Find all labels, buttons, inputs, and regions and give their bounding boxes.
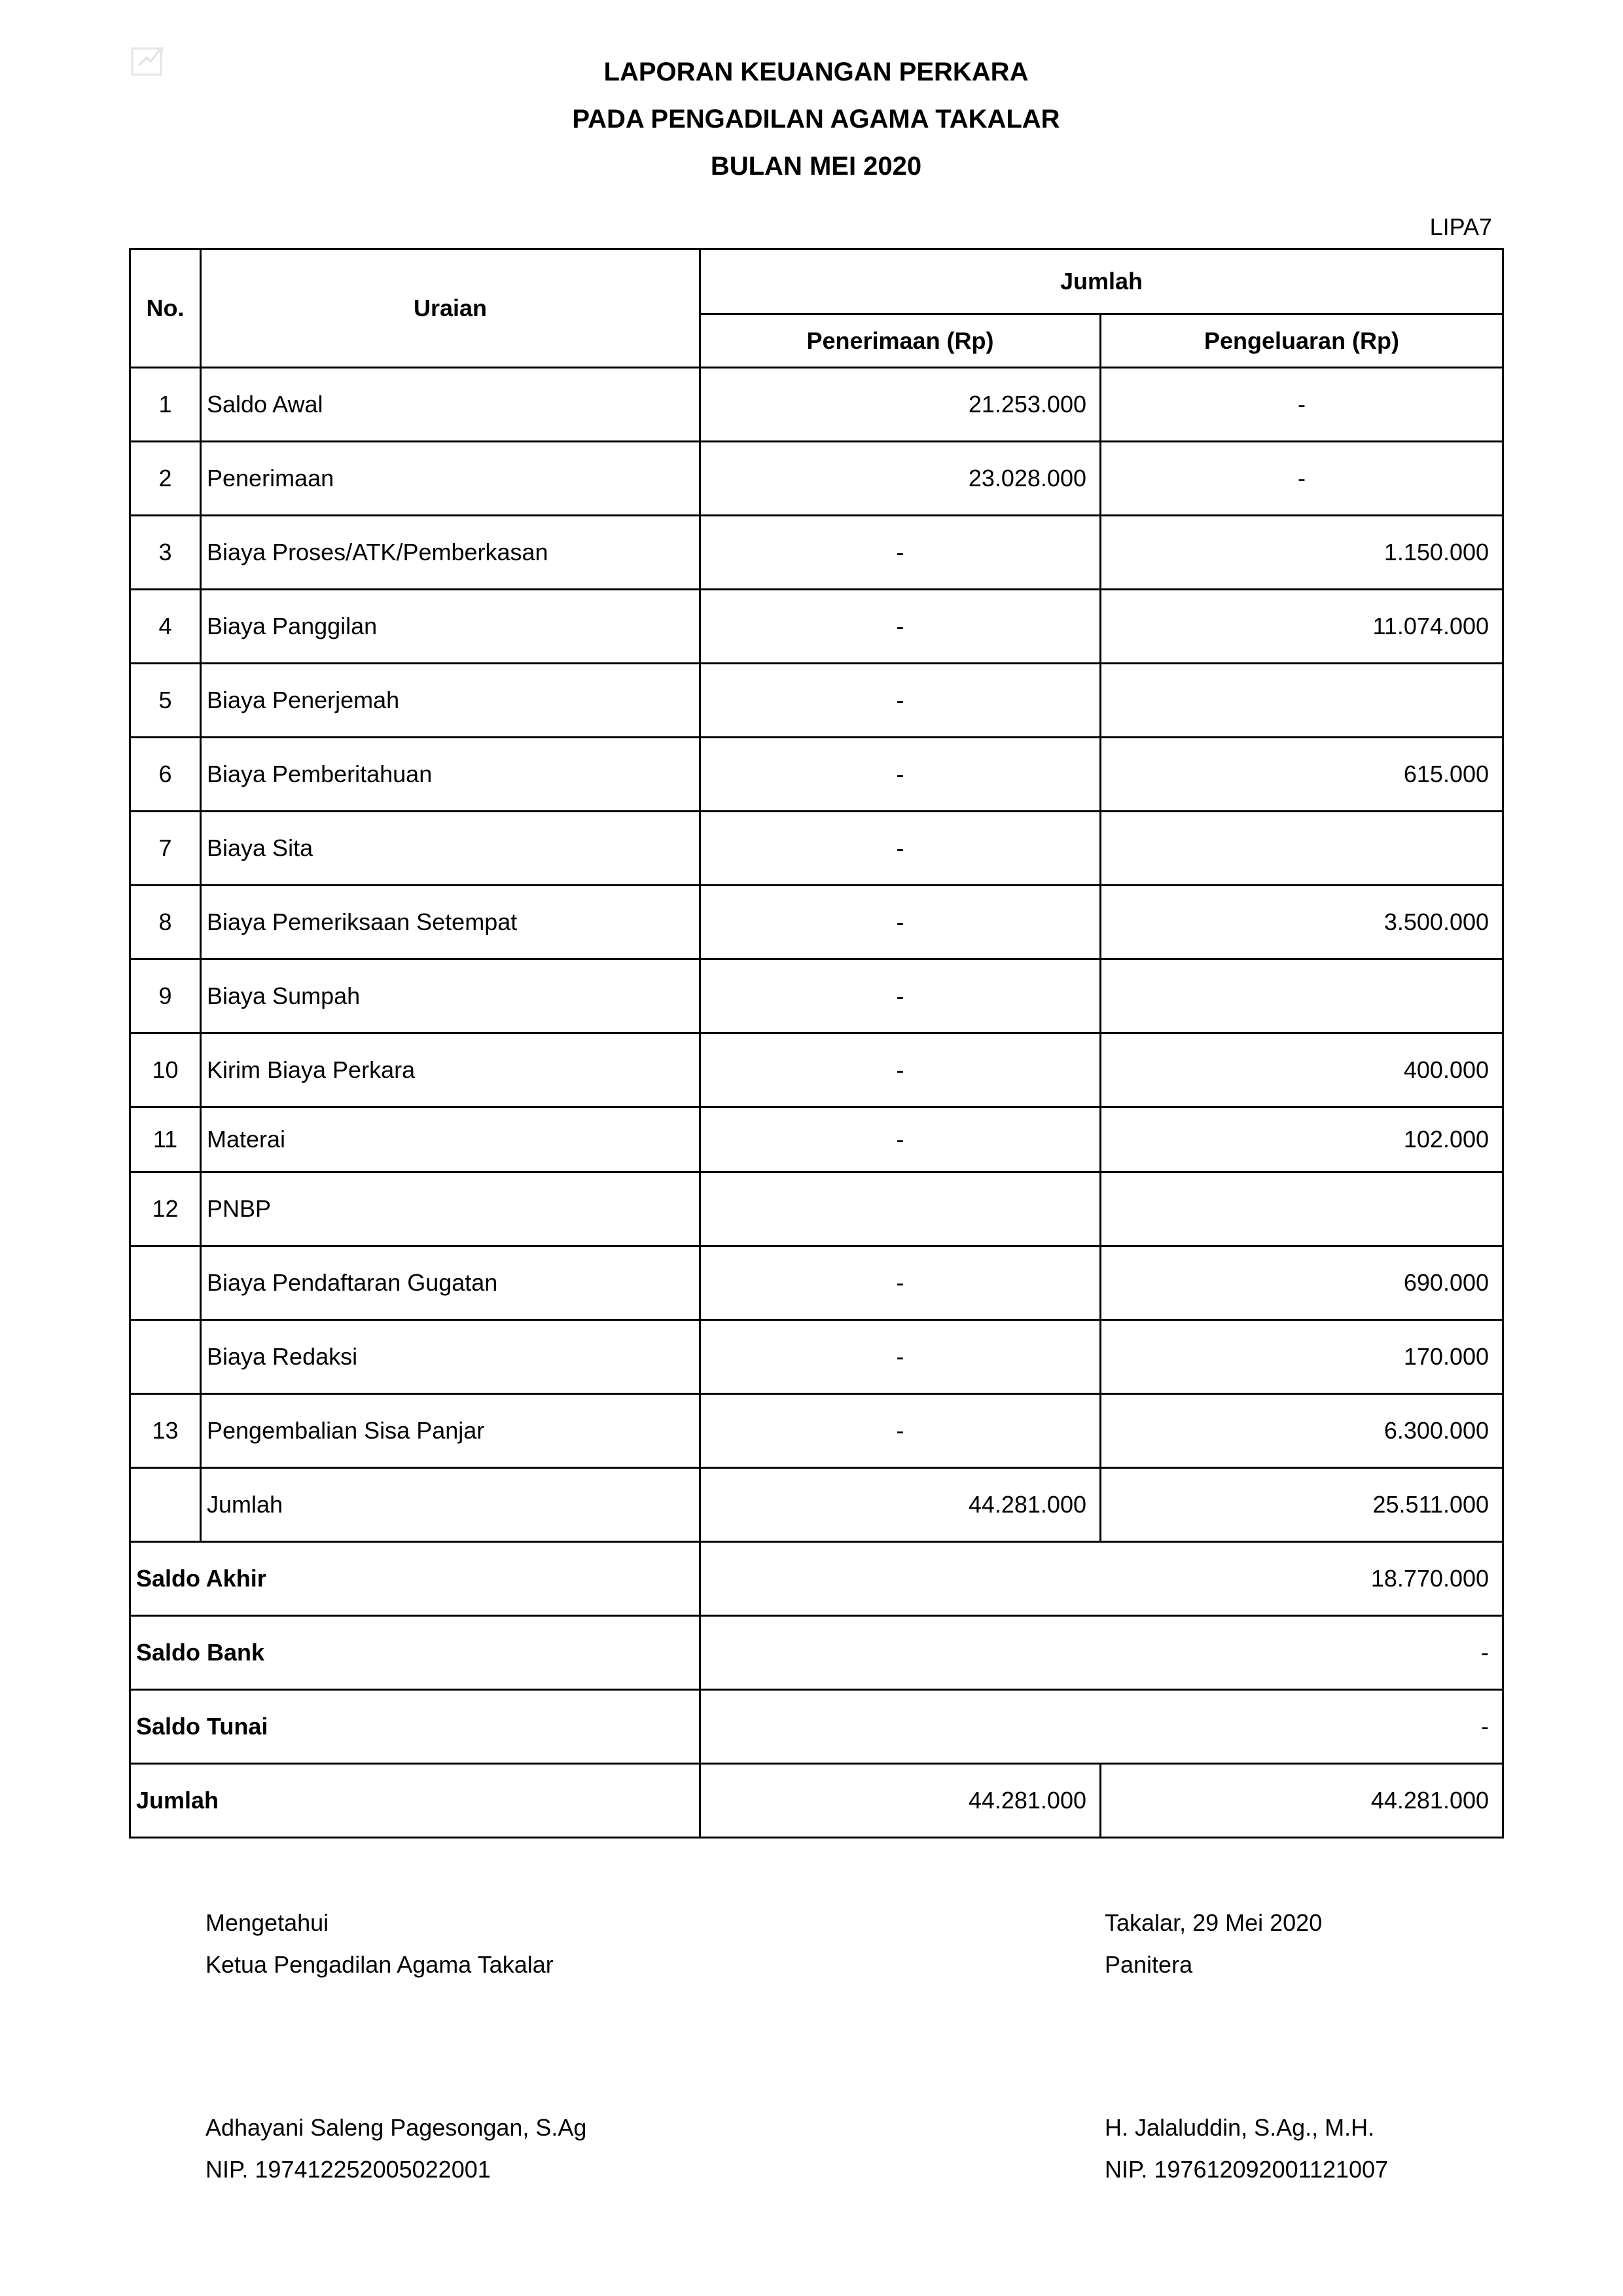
total-penerimaan: 44.281.000 (700, 1764, 1101, 1838)
row-no: 12 (130, 1172, 201, 1246)
signature-left (205, 1902, 554, 1986)
total-row (130, 1764, 1503, 1838)
row-uraian: Biaya Pendaftaran Gugatan (201, 1246, 700, 1320)
row-uraian: Biaya Penerjemah (201, 664, 700, 738)
form-code: LIPA7 (1429, 213, 1492, 240)
header-pengeluaran: Pengeluaran (Rp) (1101, 314, 1503, 368)
table-row (130, 1468, 1503, 1542)
row-pengeluaran (1101, 664, 1503, 738)
row-no: 9 (130, 960, 201, 1033)
sig-right-nip: NIP. 197612092001121007 (1105, 2156, 1389, 2183)
row-penerimaan: 44.281.000 (700, 1468, 1101, 1542)
summary-body (130, 1542, 1503, 1838)
saldo-tunai-value: - (700, 1690, 1503, 1764)
row-uraian: Biaya Proses/ATK/Pemberkasan (201, 516, 700, 590)
row-no: 6 (130, 738, 201, 812)
row-penerimaan: - (700, 516, 1101, 590)
row-uraian: Kirim Biaya Perkara (201, 1033, 700, 1107)
row-no (130, 1320, 201, 1394)
row-pengeluaran: - (1101, 368, 1503, 442)
title-line-2: PADA PENGADILAN AGAMA TAKALAR (572, 105, 1060, 134)
row-no: 4 (130, 590, 201, 664)
header-no: No. (130, 249, 201, 368)
saldo-tunai-row (130, 1690, 1503, 1764)
row-no: 2 (130, 442, 201, 516)
row-penerimaan: - (700, 1033, 1101, 1107)
row-pengeluaran: 170.000 (1101, 1320, 1503, 1394)
row-penerimaan: - (700, 1246, 1101, 1320)
row-uraian: Jumlah (201, 1468, 700, 1542)
row-pengeluaran: 690.000 (1101, 1246, 1503, 1320)
row-pengeluaran: 3.500.000 (1101, 886, 1503, 960)
sig-right-line1: Takalar, 29 Mei 2020 (1105, 1909, 1323, 1936)
row-no: 10 (130, 1033, 201, 1107)
row-penerimaan (700, 1172, 1101, 1246)
row-penerimaan: - (700, 590, 1101, 664)
row-uraian: Biaya Pemeriksaan Setempat (201, 886, 700, 960)
sig-left-line1: Mengetahui (205, 1909, 329, 1936)
row-no: 7 (130, 812, 201, 886)
row-pengeluaran (1101, 812, 1503, 886)
saldo-bank-row (130, 1616, 1503, 1690)
row-penerimaan: - (700, 738, 1101, 812)
financial-report-table (129, 248, 1504, 1839)
header-uraian: Uraian (201, 249, 700, 368)
saldo-akhir-label: Saldo Akhir (130, 1542, 700, 1616)
table-row (130, 812, 1503, 886)
row-no: 8 (130, 886, 201, 960)
table-row (130, 1394, 1503, 1468)
row-penerimaan: - (700, 664, 1101, 738)
row-pengeluaran: 102.000 (1101, 1107, 1503, 1172)
saldo-bank-label: Saldo Bank (130, 1616, 700, 1690)
title-line-3: BULAN MEI 2020 (710, 152, 922, 181)
table-row (130, 442, 1503, 516)
table-row (130, 1107, 1503, 1172)
row-penerimaan: - (700, 812, 1101, 886)
row-uraian: Penerimaan (201, 442, 700, 516)
row-pengeluaran (1101, 1172, 1503, 1246)
saldo-akhir-value: 18.770.000 (700, 1542, 1503, 1616)
table-row (130, 1246, 1503, 1320)
table-row (130, 1033, 1503, 1107)
sig-left-name: Adhayani Saleng Pagesongan, S.Ag (205, 2114, 587, 2141)
header-jumlah: Jumlah (700, 249, 1503, 314)
row-pengeluaran: 615.000 (1101, 738, 1503, 812)
total-pengeluaran: 44.281.000 (1101, 1764, 1503, 1838)
row-no: 13 (130, 1394, 201, 1468)
saldo-tunai-label: Saldo Tunai (130, 1690, 700, 1764)
row-uraian: Biaya Sumpah (201, 960, 700, 1033)
signature-right-name (1105, 2107, 1388, 2191)
title-line-1: LAPORAN KEUANGAN PERKARA (603, 58, 1029, 86)
header-penerimaan: Penerimaan (Rp) (700, 314, 1101, 368)
sig-right-name: H. Jalaluddin, S.Ag., M.H. (1105, 2114, 1375, 2141)
sig-left-nip: NIP. 197412252005022001 (205, 2156, 491, 2183)
row-pengeluaran: 400.000 (1101, 1033, 1503, 1107)
row-no: 11 (130, 1107, 201, 1172)
row-uraian: Materai (201, 1107, 700, 1172)
row-uraian: PNBP (201, 1172, 700, 1246)
row-no: 3 (130, 516, 201, 590)
signature-right (1105, 1902, 1322, 1986)
signature-left-name (205, 2107, 586, 2191)
row-penerimaan: - (700, 1107, 1101, 1172)
table-row (130, 1172, 1503, 1246)
table-row (130, 960, 1503, 1033)
row-pengeluaran: 1.150.000 (1101, 516, 1503, 590)
table-row (130, 886, 1503, 960)
saldo-bank-value: - (700, 1616, 1503, 1690)
row-uraian: Biaya Redaksi (201, 1320, 700, 1394)
row-penerimaan: - (700, 886, 1101, 960)
table-row (130, 590, 1503, 664)
sig-right-line2: Panitera (1105, 1951, 1193, 1978)
row-pengeluaran: 6.300.000 (1101, 1394, 1503, 1468)
row-uraian: Biaya Pemberitahuan (201, 738, 700, 812)
row-no: 5 (130, 664, 201, 738)
row-penerimaan: 23.028.000 (700, 442, 1101, 516)
row-no: 1 (130, 368, 201, 442)
row-no (130, 1246, 201, 1320)
row-penerimaan: - (700, 1394, 1101, 1468)
row-uraian: Biaya Panggilan (201, 590, 700, 664)
row-uraian: Saldo Awal (201, 368, 700, 442)
table-row (130, 738, 1503, 812)
row-penerimaan: 21.253.000 (700, 368, 1101, 442)
table-row (130, 1320, 1503, 1394)
row-pengeluaran: - (1101, 442, 1503, 516)
table-body (130, 368, 1503, 1542)
total-label: Jumlah (130, 1764, 700, 1838)
row-penerimaan: - (700, 1320, 1101, 1394)
sig-left-line2: Ketua Pengadilan Agama Takalar (205, 1951, 554, 1978)
row-pengeluaran: 11.074.000 (1101, 590, 1503, 664)
row-pengeluaran: 25.511.000 (1101, 1468, 1503, 1542)
report-title (0, 48, 1623, 190)
table-row (130, 664, 1503, 738)
row-uraian: Pengembalian Sisa Panjar (201, 1394, 700, 1468)
row-uraian: Biaya Sita (201, 812, 700, 886)
row-pengeluaran (1101, 960, 1503, 1033)
row-penerimaan: - (700, 960, 1101, 1033)
row-no (130, 1468, 201, 1542)
table-row (130, 368, 1503, 442)
saldo-akhir-row (130, 1542, 1503, 1616)
table-row (130, 516, 1503, 590)
